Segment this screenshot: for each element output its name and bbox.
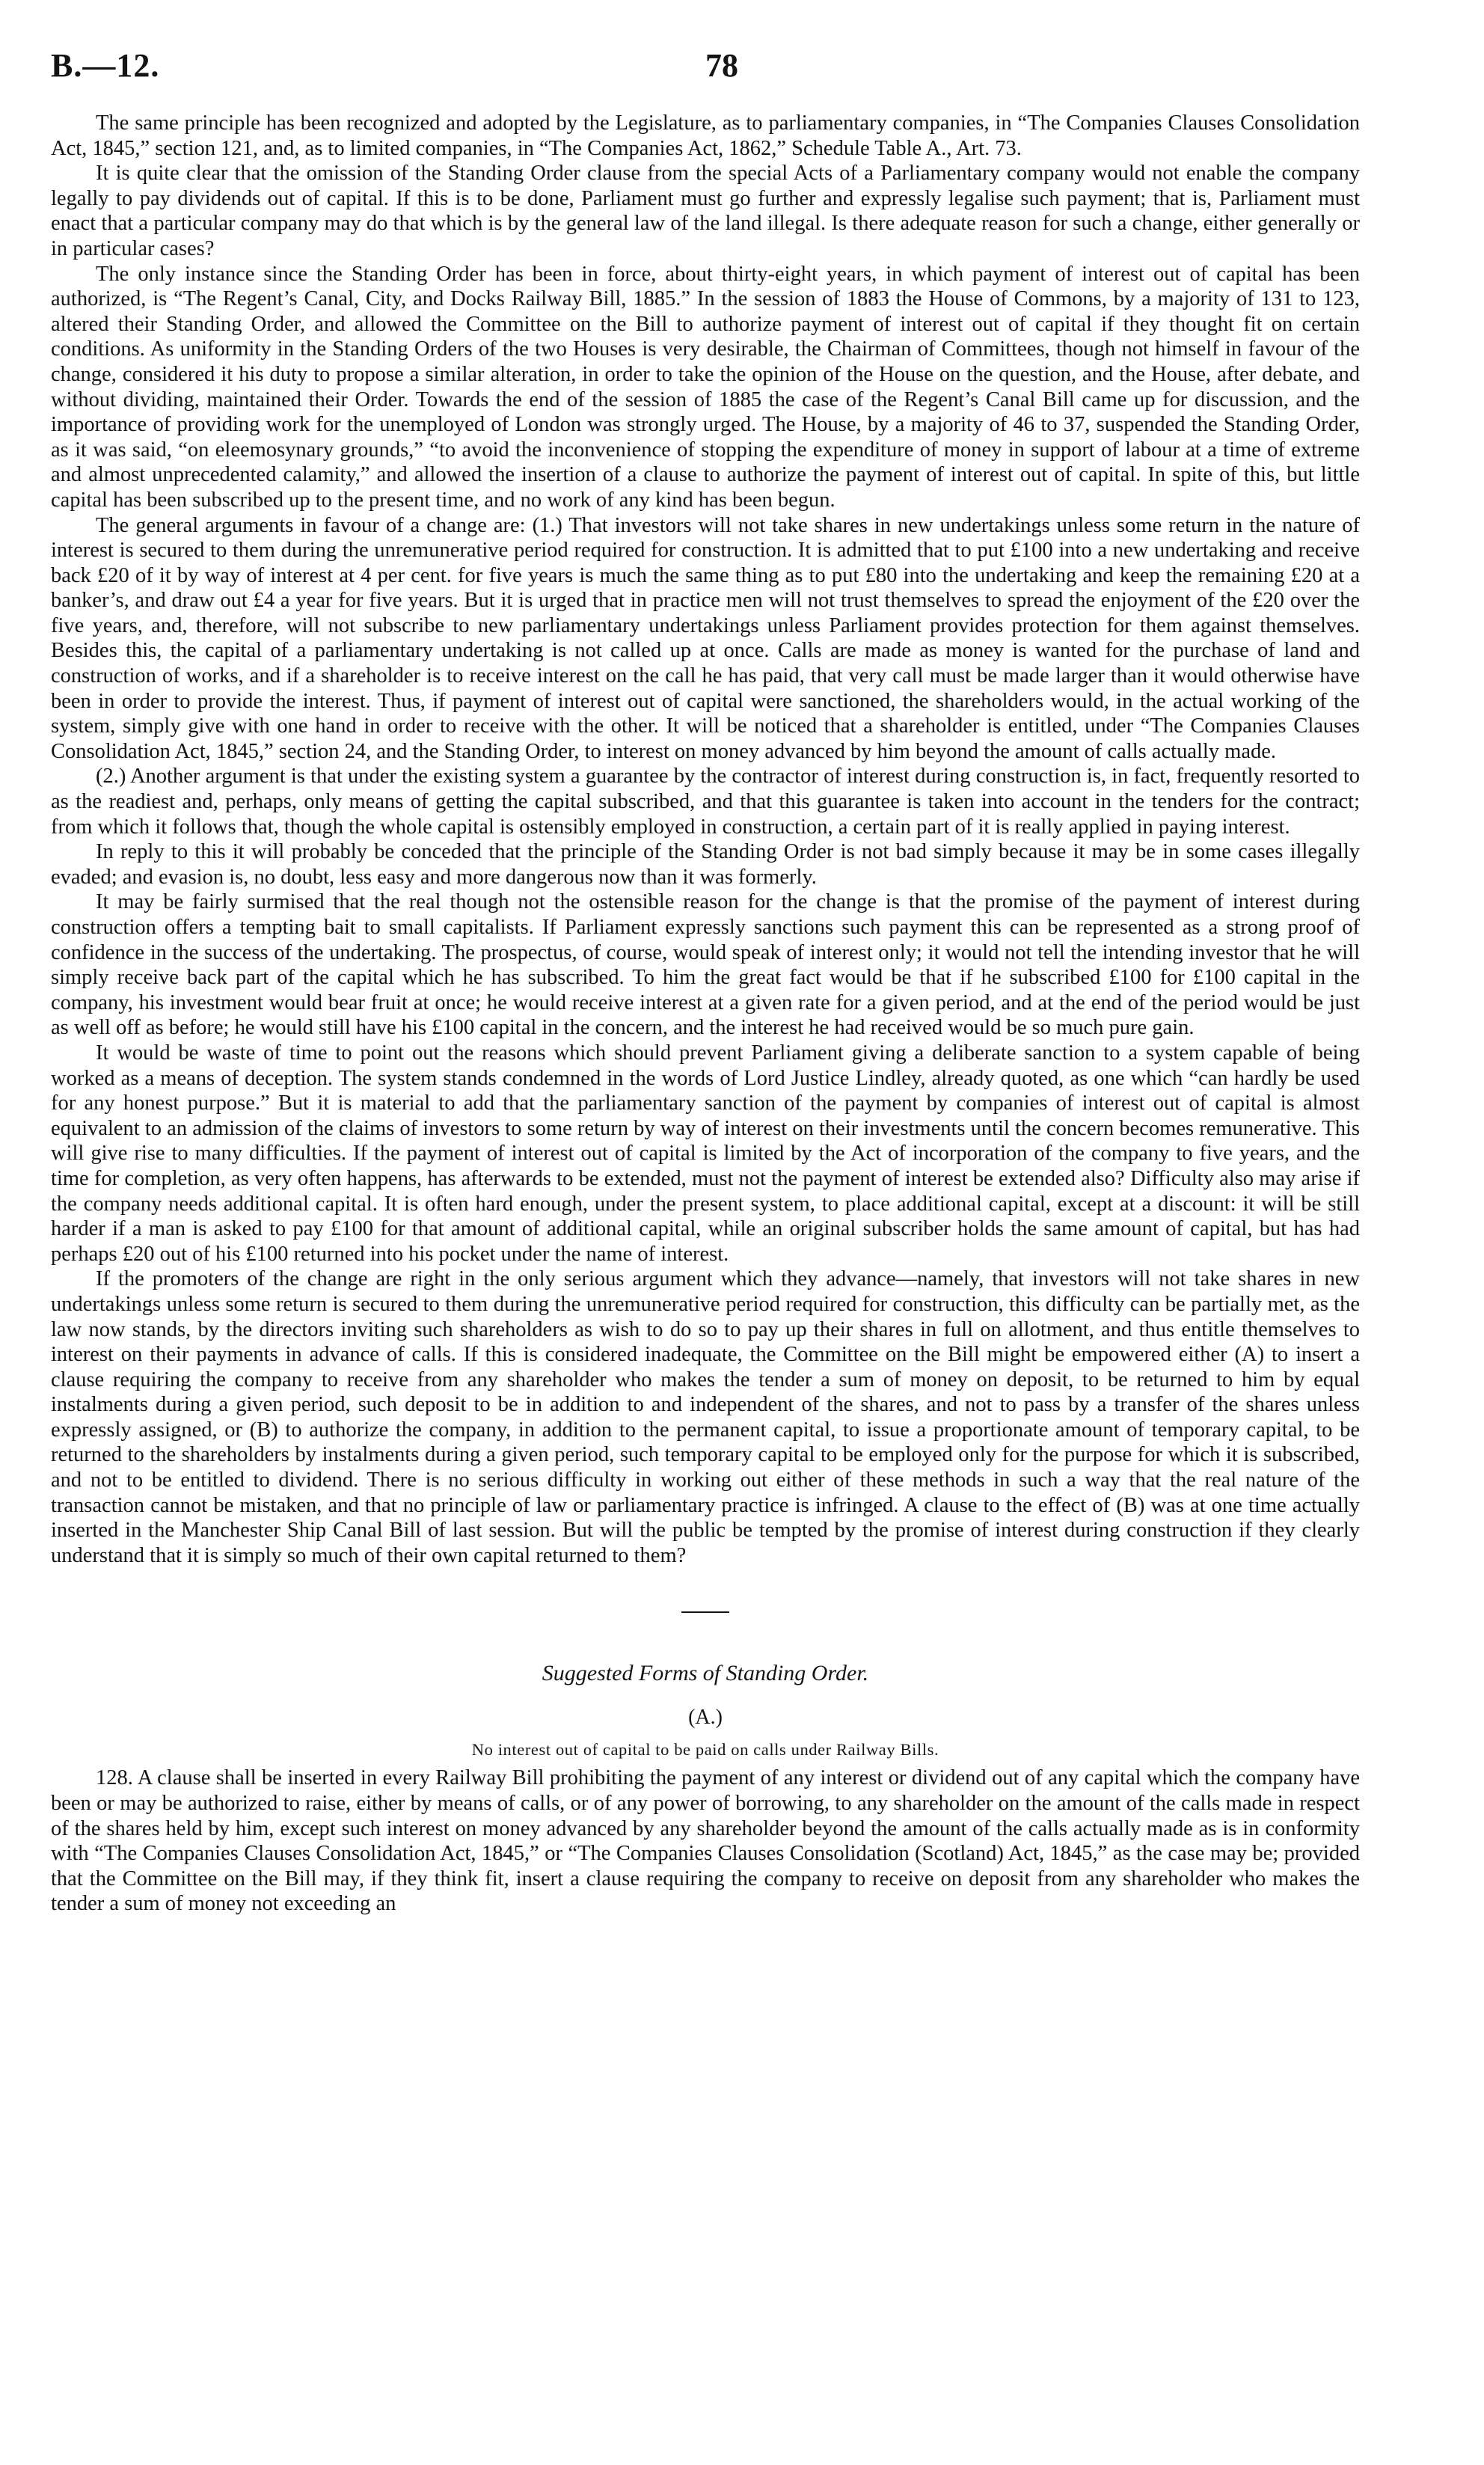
page-header bbox=[51, 46, 1360, 111]
section-divider bbox=[681, 1611, 729, 1613]
main-text bbox=[51, 111, 1360, 1568]
form-clause bbox=[51, 1766, 1360, 1917]
forms-section-title: Suggested Forms of Standing Order. bbox=[542, 1661, 869, 1686]
paragraph-companies-acts: The same principle has been recognized and adopted by the Legislature, as to parliamentary companies, in “The Companies Clauses Consolidation Act, 1845,” section 121, and, as to limited companies, in “The Companies Act, 1862,” Schedule Table A., Art. 73. bbox=[51, 111, 1360, 160]
paragraph-contractor-guarantee: (2.) Another argument is that under the existing system a guarantee by the contractor of interest during construction is, in fact, frequently resorted to as the readiest and, perhaps, only means of getting the capital subscribed, and that this guarantee is taken into account in the tenders for the contract; from which it follows that, though the whole capital is ostensibly employed in construction, a certain part of it is really applied in paying interest. bbox=[51, 765, 1360, 839]
paragraph-promoters-argument: If the promoters of the change are right in the only serious argument which they advance—namely, that investors will not take shares in new undertakings unless some return is secured to them during the unremunerative period required for construction, this difficulty can be partially met, as the law now stands, by the directors inviting such shareholders as wish to do so to pay up their shares in full on allotment, and thus entitle themselves to interest on their payments in advance of calls. If this is considered inadequate, the Committee on the Bill might be empowered either (A) to insert a clause requiring the company to receive from any shareholder who makes the tender a sum of money on deposit, to be returned to him by equal instalments during a given period, such deposit to be in addition to and independent of the shares, and not to pass by a transfer of the shares unless expressly assigned, or (B) to authorize the company, in addition to the permanent capital, to issue a proportionate amount of temporary capital, to be returned to the shareholders by instalments during a given period, such temporary capital to be employed only for the purpose for which it is subscribed, and not to be entitled to dividend. There is no serious difficulty in working out either of these methods in such a way that the real nature of the transaction cannot be mistaken, and that no principle of law or parliamentary practice is infringed. A clause to the effect of (B) was at one time actually inserted in the Manchester Ship Canal Bill of last session. But will the public be tempted by the promise of interest during construction if they clearly understand that it is simply so much of their own capital returned to them? bbox=[51, 1267, 1360, 1567]
page-number: 78 bbox=[705, 47, 738, 84]
paragraph-deception: It would be waste of time to point out the reasons which should prevent Parliament giving a deliberate sanction to a system capable of being worked as a means of deception. The system stands condemned in the words of Lord Justice Lindley, already quoted, as one which “can hardly be used for any honest purpose.” But it is material to add that the parliamentary sanction of the payment by companies of interest out of capital is almost equivalent to an admission of the claims of investors to some return by way of interest on their investments until the concern becomes remunerative. This will give rise to many difficulties. If the payment of interest out of capital is limited by the Act of incorporation of the company to five years, and the time for completion, as very often happens, has afterwards to be extended, must not the payment of interest be extended also? Difficulty also may arise if the company needs additional capital. It is often hard enough, under the present system, to place additional capital, except at a discount: it will be still harder if a man is asked to pay £100 for that amount of additional capital, while an original subscriber holds the same amount of capital, but has had perhaps £20 out of his £100 returned into his pocket under the name of interest. bbox=[51, 1041, 1360, 1266]
document-page bbox=[51, 46, 1360, 1917]
paragraph-omission-standing-order: It is quite clear that the omission of the Standing Order clause from the special Acts of a Parliamentary company would not enable the company legally to pay dividends out of capital. If this is to be done, Parliament must go further and expressly legalise such payment; that is, Parliament must enact that a particular company may do that which is by the general law of the land illegal. Is there adequate reason for such a change, either generally or in particular cases? bbox=[51, 162, 1360, 260]
form-label: (A.) bbox=[688, 1706, 723, 1730]
paragraph-reply: In reply to this it will probably be conceded that the principle of the Standing Order is not bad simply because it may be in some cases illegally evaded; and evasion is, no doubt, less easy and more dangerous now than it was formerly. bbox=[51, 840, 1360, 889]
clause-128-text: 128. A clause shall be inserted in every Railway Bill prohibiting the payment of any interest or dividend out of any capital which the company have been or may be authorized to raise, either by means of calls, or of any power of borrowing, to any shareholder on the amount of the calls made in respect of the shares held by him, except such interest on money advanced by any shareholder beyond the amount of the calls actually made as is in conformity with “The Companies Clauses Consolidation Act, 1845,” or “The Companies Clauses Consolidation (Scotland) Act, 1845,” as the case may be; provided that the Committee on the Bill may, if they think fit, insert a clause requiring the company to receive on deposit from any shareholder who makes the tender a sum of money not exceeding an bbox=[51, 1766, 1360, 1916]
paragraph-general-arguments: The general arguments in favour of a change are: (1.) That investors will not take shares in new undertakings unless some return in the nature of interest is secured to them during the unremunerative period required for construction. It is admitted that to put £100 into a new undertaking and receive back £20 of it by way of interest at 4 per cent. for five years is much the same thing as to put £80 into the undertaking and keep the remaining £20 at a banker’s, and draw out £4 a year for five years. But it is urged that in practice men will not trust themselves to spread the enjoyment of the £20 over the five years, and, therefore, will not subscribe to new parliamentary undertakings unless Parliament provides protection for them against themselves. Besides this, the capital of a parliamentary undertaking is not called up at once. Calls are made as money is wanted for the purchase of land and construction of works, and if a shareholder is to receive interest on the call he has paid, that very call must be made larger than it would otherwise have been in order to provide the interest. Thus, if payment of interest out of capital were sanctioned, the shareholders would, in the actual working of the system, simply give with one hand in order to receive with the other. It will be noticed that a shareholder is entitled, under “The Companies Clauses Consolidation Act, 1845,” section 24, and the Standing Order, to interest on money advanced by him beyond the amount of calls actually made. bbox=[51, 513, 1360, 763]
form-subtitle: No interest out of capital to be paid on calls under Railway Bills. bbox=[471, 1740, 939, 1760]
paragraph-regents-canal: The only instance since the Standing Order has been in force, about thirty-eight years, in which payment of interest out of capital has been authorized, is “The Regent’s Canal, City, and Docks Railway Bill, 1885.” In the session of 1883 the House of Commons, by a majority of 131 to 123, altered their Standing Order, and allowed the Committee on the Bill to authorize payment of interest out of capital if they thought fit on certain conditions. As uniformity in the Standing Orders of the two Houses is very desirable, the Chairman of Committees, though not himself in favour of the change, considered it his duty to propose a similar alteration, in order to take the opinion of the House on the question, and the House, after debate, and without dividing, maintained their Order. Towards the end of the session of 1885 the case of the Regent’s Canal Bill came up for discussion, and the importance of providing work for the unemployed of London was strongly urged. The House, by a majority of 46 to 37, suspended the Standing Order, as it was said, “on eleemosynary grounds,” “to avoid the inconvenience of stopping the expenditure of money in support of labour at a time of extreme and almost unprecedented calamity,” and allowed the insertion of a clause to authorize the payment of interest out of capital. In spite of this, but little capital has been subscribed up to the present time, and no work of any kind has been begun. bbox=[51, 262, 1360, 512]
paragraph-tempting-bait: It may be fairly surmised that the real though not the ostensible reason for the change is that the promise of the payment of interest during construction offers a tempting bait to small capitalists. If Parliament expressly sanctions such payment this can be represented as a strong proof of confidence in the success of the undertaking. The prospectus, of course, would speak of interest only; it would not tell the intending investor that he will simply receive back part of the capital which he has subscribed. To him the great fact would be that if he subscribed £100 for £100 capital in the company, his investment would bear fruit at once; he would receive interest at a given rate for a given period, and at the end of the period would be just as well off as before; he would still have his £100 capital in the concern, and the interest he had received would be so much pure gain. bbox=[51, 890, 1360, 1040]
document-reference: B.—12. bbox=[51, 47, 160, 84]
